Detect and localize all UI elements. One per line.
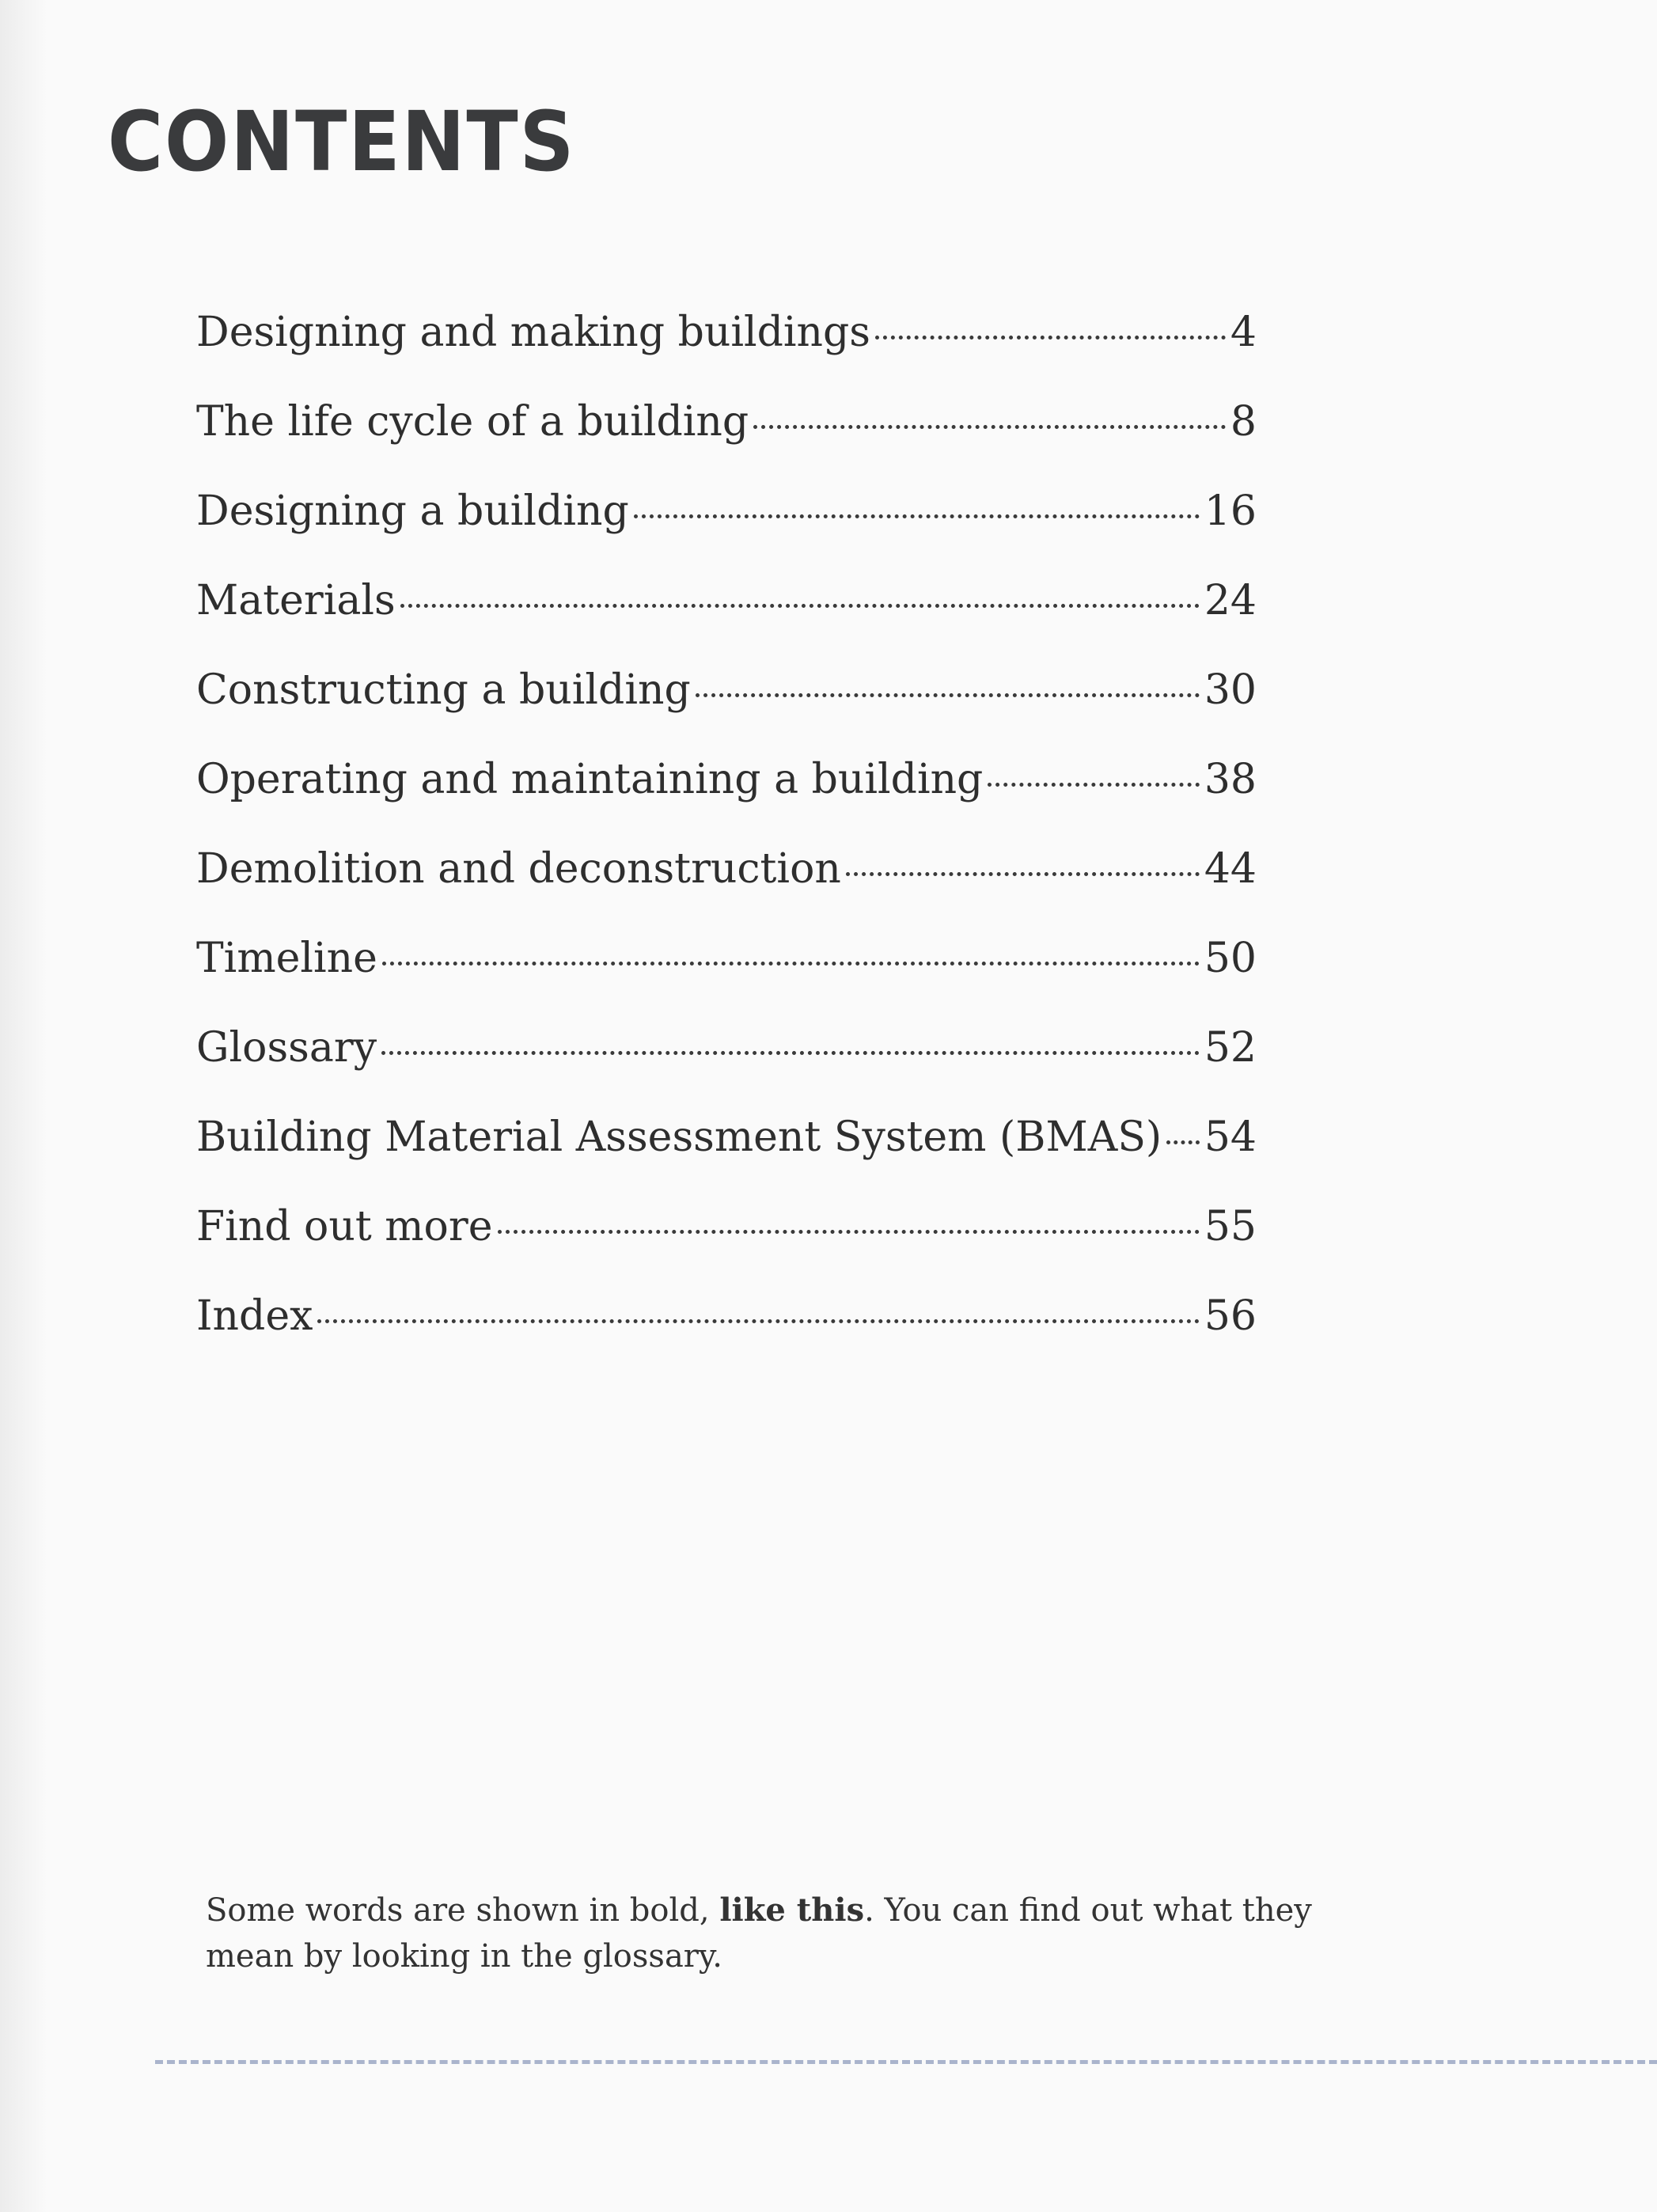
toc-entry[interactable] [196, 748, 1257, 837]
dot-leader [634, 514, 1200, 518]
toc-entry-page: 54 [1204, 1114, 1257, 1161]
toc-entry[interactable] [196, 1284, 1257, 1374]
toc-entry[interactable] [196, 569, 1257, 658]
toc-entry-label: Materials [196, 577, 396, 624]
note-text-after: . You can find out what they mean by looking in the glossary. [206, 1892, 1312, 1975]
dot-leader [317, 1319, 1199, 1323]
toc-entry[interactable] [196, 390, 1257, 480]
dot-leader [753, 425, 1226, 429]
toc-entry-page: 44 [1204, 845, 1257, 893]
table-of-contents [196, 301, 1257, 1374]
toc-entry[interactable] [196, 837, 1257, 927]
toc-entry-page: 24 [1204, 577, 1257, 624]
toc-entry[interactable] [196, 1106, 1257, 1195]
page-title: CONTENTS [108, 93, 576, 190]
toc-entry-label: Building Material Assessment System (BMAS) [196, 1114, 1162, 1161]
toc-entry-label: Glossary [196, 1024, 377, 1072]
toc-entry-label: Index [196, 1292, 313, 1340]
toc-entry-label: Demolition and deconstruction [196, 845, 841, 893]
dot-leader [846, 872, 1200, 876]
dot-leader [382, 962, 1200, 966]
dot-leader [1166, 1140, 1200, 1144]
toc-entry-label: Constructing a building [196, 666, 691, 714]
dot-leader [988, 783, 1199, 787]
dashed-divider [155, 2060, 1657, 2064]
toc-entry[interactable] [196, 480, 1257, 569]
toc-entry-label: Operating and maintaining a building [196, 756, 984, 803]
dot-leader [498, 1230, 1200, 1234]
note-text-before: Some words are shown in bold, [206, 1892, 720, 1929]
toc-entry-page: 16 [1204, 488, 1257, 535]
dot-leader [696, 693, 1200, 697]
toc-entry-page: 52 [1204, 1024, 1257, 1072]
toc-entry[interactable] [196, 301, 1257, 390]
toc-entry-label: Designing and making buildings [196, 309, 870, 356]
dot-leader [400, 604, 1200, 608]
toc-entry-page: 55 [1204, 1203, 1257, 1250]
glossary-note [206, 1888, 1393, 1979]
toc-entry-page: 38 [1204, 756, 1257, 803]
toc-entry-page: 56 [1204, 1292, 1257, 1340]
toc-entry-page: 8 [1230, 398, 1257, 446]
toc-entry-label: Timeline [196, 935, 377, 982]
page-gutter-shadow [0, 0, 47, 2212]
dot-leader [381, 1051, 1200, 1055]
toc-entry-page: 30 [1204, 666, 1257, 714]
toc-entry-label: Designing a building [196, 488, 629, 535]
toc-entry-label: The life cycle of a building [196, 398, 749, 446]
toc-entry[interactable] [196, 1016, 1257, 1106]
toc-entry-page: 4 [1230, 309, 1257, 356]
toc-entry[interactable] [196, 658, 1257, 748]
note-bold-example: like this [719, 1891, 865, 1929]
toc-entry-page: 50 [1204, 935, 1257, 982]
toc-entry[interactable] [196, 1195, 1257, 1284]
toc-entry-label: Find out more [196, 1203, 493, 1250]
toc-entry[interactable] [196, 927, 1257, 1016]
dot-leader [875, 336, 1226, 340]
